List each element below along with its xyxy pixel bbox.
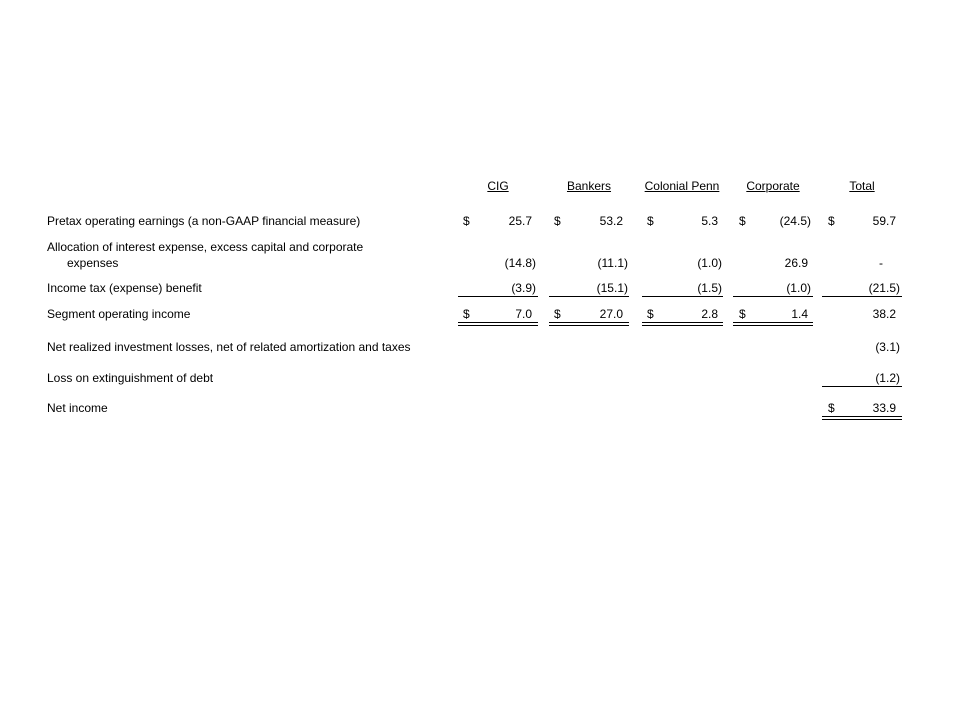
cell-allocation-colonial-penn: (1.0) <box>697 256 722 270</box>
row-label-pretax: Pretax operating earnings (a non-GAAP financial measure) <box>47 214 361 228</box>
column-header-corporate: Corporate <box>746 179 800 193</box>
cell-segment-total: 38.2 <box>872 307 896 321</box>
underline <box>822 296 902 297</box>
column-header-bankers: Bankers <box>566 179 612 193</box>
double-underline <box>642 322 723 326</box>
underline <box>642 296 723 297</box>
column-header-colonial-penn: Colonial Penn <box>644 179 720 193</box>
currency-symbol: $ <box>828 214 835 228</box>
cell-net-income-total: 33.9 <box>872 401 896 415</box>
row-label-realized-losses: Net realized investment losses, net of related amortization and taxes <box>47 340 411 354</box>
row-label-allocation-continued: expenses <box>67 256 119 270</box>
underline <box>733 296 813 297</box>
cell-tax-cig: (3.9) <box>511 281 536 295</box>
row-label-debt-extinguishment: Loss on extinguishment of debt <box>47 371 214 385</box>
double-underline <box>549 322 629 326</box>
double-underline <box>733 322 813 326</box>
currency-symbol: $ <box>554 307 561 321</box>
currency-symbol: $ <box>554 214 561 228</box>
cell-segment-bankers: 27.0 <box>599 307 623 321</box>
currency-symbol: $ <box>739 214 746 228</box>
cell-realized-total: (3.1) <box>875 340 900 354</box>
cell-pretax-corporate: (24.5) <box>779 214 811 228</box>
currency-symbol: $ <box>463 307 470 321</box>
cell-tax-colonial-penn: (1.5) <box>697 281 722 295</box>
underline <box>549 296 629 297</box>
column-header-cig: CIG <box>487 179 509 193</box>
cell-pretax-bankers: 53.2 <box>599 214 623 228</box>
row-label-income-tax: Income tax (expense) benefit <box>47 281 202 295</box>
double-underline <box>822 416 902 420</box>
cell-pretax-colonial-penn: 5.3 <box>701 214 718 228</box>
row-label-net-income: Net income <box>47 401 108 415</box>
currency-symbol: $ <box>647 307 654 321</box>
row-label-allocation: Allocation of interest expense, excess capital and corporate <box>47 240 364 254</box>
currency-symbol: $ <box>463 214 470 228</box>
cell-tax-total: (21.5) <box>868 281 900 295</box>
double-underline <box>458 322 538 326</box>
column-header-total: Total <box>849 179 875 193</box>
cell-segment-colonial-penn: 2.8 <box>701 307 718 321</box>
underline <box>458 296 538 297</box>
row-label-segment: Segment operating income <box>47 307 191 321</box>
cell-pretax-cig: 25.7 <box>508 214 532 228</box>
cell-tax-bankers: (15.1) <box>596 281 628 295</box>
cell-debt-total: (1.2) <box>875 371 900 385</box>
cell-allocation-total: - <box>879 256 883 270</box>
cell-allocation-corporate: 26.9 <box>784 256 808 270</box>
cell-pretax-total: 59.7 <box>872 214 896 228</box>
currency-symbol: $ <box>647 214 654 228</box>
cell-segment-corporate: 1.4 <box>791 307 808 321</box>
cell-tax-corporate: (1.0) <box>786 281 811 295</box>
underline <box>822 386 902 387</box>
cell-allocation-cig: (14.8) <box>504 256 536 270</box>
currency-symbol: $ <box>828 401 835 415</box>
currency-symbol: $ <box>739 307 746 321</box>
cell-segment-cig: 7.0 <box>515 307 532 321</box>
cell-allocation-bankers: (11.1) <box>597 256 628 270</box>
